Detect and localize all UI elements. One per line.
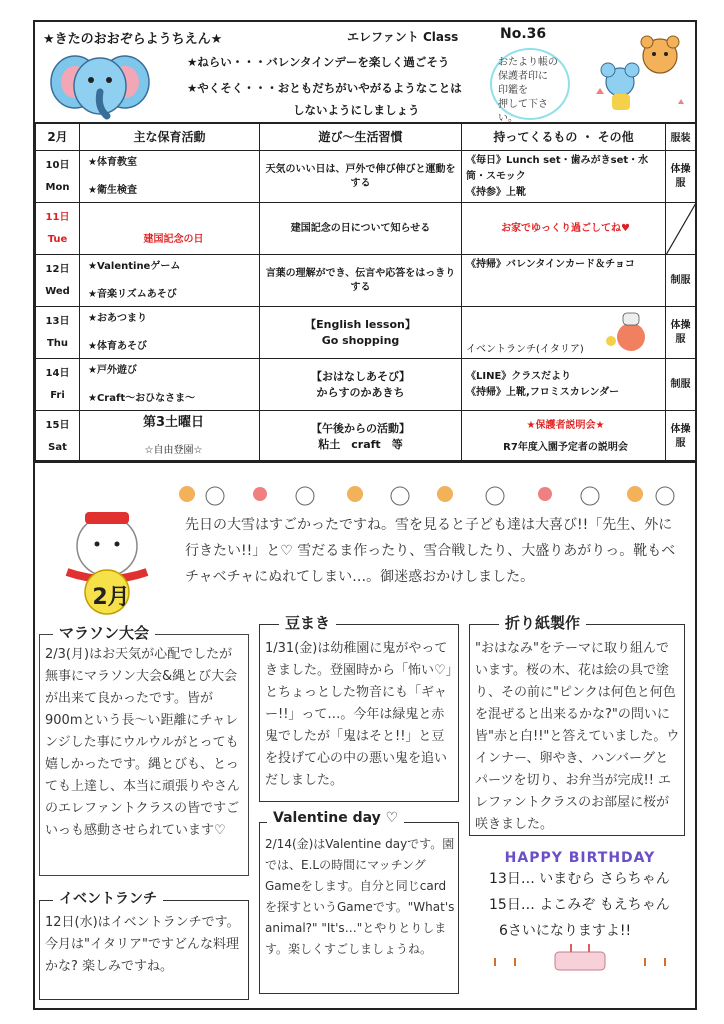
origami-title: 折り紙製作 bbox=[499, 612, 586, 633]
cake-illustration bbox=[475, 944, 685, 974]
day-cell bbox=[36, 359, 80, 411]
birthday-title: HAPPY BIRTHDAY bbox=[504, 850, 656, 866]
birthday-line: 6さいになりますよ!! bbox=[499, 923, 632, 939]
day-cell bbox=[36, 151, 80, 203]
holiday-cell: 建国記念の日 bbox=[80, 203, 260, 255]
origami-body: "おはなみ"をテーマに取り組んでいます。桜の木、花は絵の具で塗り、その前に"ピンクは何色と何色を混ぜると出来るかな?"の問いに皆"赤と白!!"と答えていました。ウインナー、卵やき、ハンバーグとパーツを切り、お弁当が完成!! エレファントクラスのお部屋に桜が咲きました。 bbox=[475, 641, 680, 832]
play-title: 【おはなしあそび】 bbox=[311, 369, 410, 383]
weekday-text: Mon bbox=[45, 181, 70, 193]
items-text: 《持帰》上靴,フロミスカレンダー bbox=[466, 386, 620, 398]
month-header: 2月 bbox=[36, 123, 80, 151]
items-text: 《LINE》クラスだより bbox=[466, 370, 571, 382]
table-header-row bbox=[36, 123, 696, 151]
mamemaki-body: 1/31(金)は幼稚園に鬼がやってきました。登園時から「怖い♡」とちょっとした物音にも「ギャー!!」って…。今年は緑鬼と赤鬼でしたが「鬼はそと!!」と豆を投げて心の中の悪い鬼を追いだしました。 bbox=[265, 641, 453, 788]
news-section bbox=[35, 462, 695, 1010]
play-cell: 言葉の理解ができ、伝言や応答をはっきりする bbox=[260, 255, 462, 307]
play-title: 【English lesson】 bbox=[305, 317, 416, 331]
play-subtitle: からすのかあきち bbox=[316, 385, 405, 399]
activity-text: ★体育教室 bbox=[88, 156, 137, 168]
column-header: 持ってくるもの ・ その他 bbox=[462, 123, 666, 151]
activity-text: ★戸外遊び bbox=[88, 364, 137, 376]
intro-text: 先日の大雪はすごかったですね。雪を見ると子ども達は大喜び!!「先生、外に行きたい!!」と♡ 雪だるま作ったり、雪合戦したり、大盛りあがりっ。靴もベチャベチャにぬれてしまい…。御迷惑おかけしました。 bbox=[185, 517, 676, 585]
items-cell bbox=[462, 151, 666, 203]
date-text: 15日 bbox=[45, 419, 70, 431]
activity-cell bbox=[80, 255, 260, 307]
month-badge: 2月 bbox=[92, 585, 130, 610]
valentine-body: 2/14(金)はValentine dayです。園では、E.Lの時間にマッチングGameをします。自分と同じcardを探すというGameです。"What's animal?" "It's…"とやりとりします。楽しくすごしましょうね。 bbox=[265, 837, 455, 956]
school-name: ★きたのおおぞらようちえん★ bbox=[43, 32, 223, 47]
newsletter-page bbox=[33, 20, 697, 1010]
stamp-note bbox=[490, 48, 570, 124]
items-cell: お家でゆっくり過ごしてね♥ bbox=[462, 203, 666, 255]
day-cell bbox=[36, 411, 80, 463]
activity-cell bbox=[80, 359, 260, 411]
column-header: 主な保育活動 bbox=[80, 123, 260, 151]
marathon-title: マラソン大会 bbox=[53, 622, 155, 643]
pizza-chef-illustration bbox=[601, 311, 661, 355]
table-row bbox=[36, 359, 696, 411]
marathon-body: 2/3(月)はお天気が心配でしたが無事にマラソン大会&縄とび大会が出来て良かったです。皆が900mという長～い距離にチャレンジした事にウルウルがとっても嬉しかったです。縄とびも、とっても上達し、本当に頑張りやさんのエレファントクラスの皆ですごいっも感動させられています♡ bbox=[45, 647, 241, 838]
items-text: R7年度入園予定者の説明会 bbox=[503, 441, 628, 453]
stamp-line: 印鑑を bbox=[498, 85, 528, 96]
items-cell bbox=[462, 359, 666, 411]
table-row bbox=[36, 203, 696, 255]
play-cell bbox=[260, 359, 462, 411]
mamemaki-title: 豆まき bbox=[279, 612, 336, 633]
activity-text: ★音楽リズムあそび bbox=[88, 288, 177, 300]
play-subtitle: 粘土 craft 等 bbox=[318, 437, 403, 451]
activity-cell bbox=[80, 307, 260, 359]
birthday-box bbox=[475, 850, 685, 990]
play-cell bbox=[260, 411, 462, 463]
weekday-text: Thu bbox=[46, 337, 69, 349]
clothing-cell-empty bbox=[666, 203, 696, 255]
diagonal-line bbox=[666, 203, 696, 255]
weekday-text: Fri bbox=[50, 389, 65, 401]
items-text: 《毎日》Lunch set・歯みがきset・水筒・スモック bbox=[466, 154, 649, 182]
items-cell: 《持帰》バレンタインカード＆チョコ bbox=[462, 255, 666, 307]
header bbox=[35, 22, 695, 122]
stamp-line: おたより帳の bbox=[498, 57, 558, 68]
day-cell bbox=[36, 255, 80, 307]
clothing-cell: 制服 bbox=[666, 359, 696, 411]
activity-text: ★Valentineゲーム bbox=[88, 260, 181, 272]
activity-text: ★衛生検査 bbox=[88, 184, 137, 196]
date-text: 12日 bbox=[45, 263, 70, 275]
play-title: 【午後からの活動】 bbox=[311, 421, 410, 435]
day-cell bbox=[36, 203, 80, 255]
stamp-line: 押して下さい。 bbox=[498, 99, 548, 124]
activity-text: ★Craft～おひなさま～ bbox=[88, 392, 196, 404]
weekday-text: Wed bbox=[45, 285, 70, 297]
class-name: エレファント Class bbox=[347, 30, 459, 44]
day-cell bbox=[36, 307, 80, 359]
activity-cell bbox=[80, 411, 260, 463]
event-lunch-body: 12日(水)はイベントランチです。今月は"イタリア"ですどんな料理かな? 楽しみですね。 bbox=[45, 915, 240, 974]
items-cell bbox=[462, 307, 666, 359]
event-lunch-title: イベントランチ bbox=[53, 888, 163, 908]
birthday-line: 15日… よこみぞ もえちゃん bbox=[489, 897, 670, 913]
date-text: 13日 bbox=[45, 315, 70, 327]
items-text: イベントランチ(イタリア) bbox=[466, 344, 584, 355]
clothing-cell: 制服 bbox=[666, 255, 696, 307]
date-text: 14日 bbox=[45, 367, 70, 379]
issue-number: No.36 bbox=[500, 26, 547, 42]
play-subtitle: Go shopping bbox=[321, 333, 400, 347]
clothing-cell: 体操服 bbox=[666, 411, 696, 463]
items-cell bbox=[462, 411, 666, 463]
valentine-title: Valentine day ♡ bbox=[267, 810, 404, 826]
bear-mouse-illustration bbox=[590, 34, 690, 116]
promise-text-1: ★やくそく・・・おともだちがいやがるようなことは bbox=[187, 81, 462, 95]
activity-text: 第3土曜日 bbox=[142, 414, 205, 430]
clothing-cell: 体操服 bbox=[666, 151, 696, 203]
table-row bbox=[36, 307, 696, 359]
play-cell: 建国記念の日について知らせる bbox=[260, 203, 462, 255]
activity-text: ★おあつまり bbox=[88, 312, 147, 324]
table-row bbox=[36, 255, 696, 307]
activity-text: ★体育あそび bbox=[88, 340, 147, 352]
schedule-table bbox=[35, 122, 696, 463]
snow-characters-illustration bbox=[175, 474, 685, 510]
play-cell: 天気のいい日は、戸外で伸び伸びと運動をする bbox=[260, 151, 462, 203]
column-header: 遊び～生活習慣 bbox=[260, 123, 462, 151]
elephant-illustration bbox=[45, 48, 155, 120]
stamp-line: 保護者印に bbox=[498, 71, 548, 82]
weekday-text: Sat bbox=[48, 441, 67, 453]
column-header: 服装 bbox=[666, 123, 696, 151]
promise-text-2: しないようにしましょう bbox=[293, 103, 420, 117]
clothing-cell: 体操服 bbox=[666, 307, 696, 359]
table-row bbox=[36, 151, 696, 203]
birthday-line: 13日… いまむら さらちゃん bbox=[489, 871, 670, 887]
table-row bbox=[36, 411, 696, 463]
weekday-text: Tue bbox=[47, 233, 68, 245]
play-cell bbox=[260, 307, 462, 359]
items-text: 《持参》上靴 bbox=[466, 186, 526, 198]
date-text: 10日 bbox=[45, 159, 70, 171]
aim-text: ★ねらい・・・バレンタインデーを楽しく過ごそう bbox=[187, 55, 450, 69]
items-text: ★保護者説明会★ bbox=[526, 419, 605, 431]
activity-cell bbox=[80, 151, 260, 203]
date-text: 11日 bbox=[45, 211, 70, 223]
activity-text: ☆自由登園☆ bbox=[144, 444, 203, 456]
